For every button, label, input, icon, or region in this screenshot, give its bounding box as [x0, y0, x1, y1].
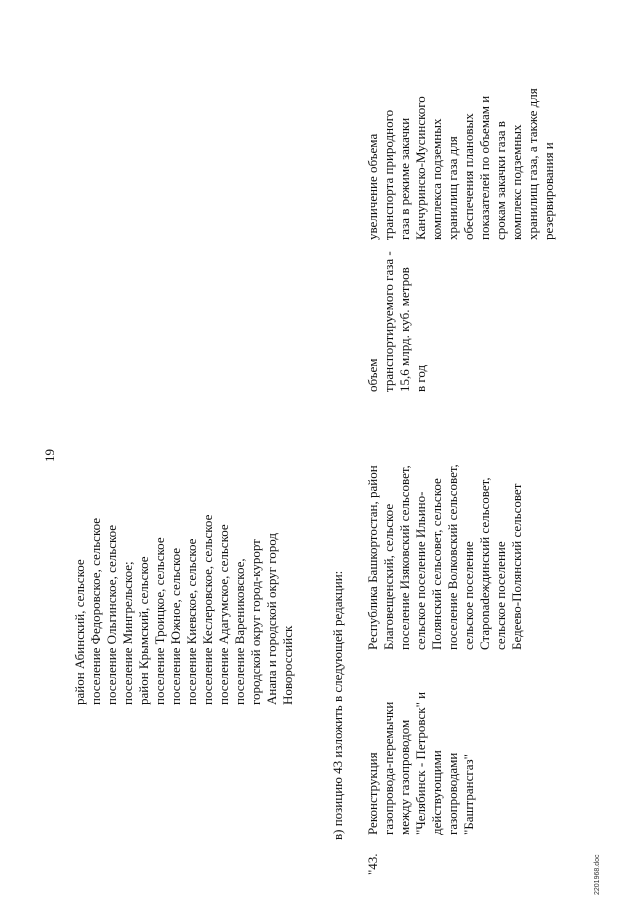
district-line: поселение Мингрельское;	[120, 561, 135, 705]
purpose-description-top	[365, 88, 557, 240]
location-line: Полянский сельсовет, сельское	[429, 478, 444, 650]
footer-file-code	[594, 855, 602, 895]
row-43-location	[365, 464, 525, 650]
footer-code-text: 2201968.doc	[594, 854, 601, 895]
page-number	[42, 449, 58, 462]
purpose-line: срокам закачки газа в	[493, 121, 508, 240]
parameter-line: в год	[413, 364, 428, 392]
amendment-instruction	[330, 571, 346, 840]
district-line: поселение Кеслеровское, сельское	[200, 514, 215, 705]
row-number-text: "43.	[365, 853, 380, 875]
location-line: сельское поселение Ильино-	[413, 491, 428, 650]
object-name-line: "Челябинск - Петровск" и	[413, 691, 428, 835]
location-line: Бедеево-Полянский сельсовет	[509, 483, 524, 650]
district-line: поселение Киевское, сельское	[184, 538, 199, 705]
object-name-line: газопровода-перемычки	[381, 701, 396, 835]
object-name-line: газопроводами	[445, 752, 460, 835]
object-name-line: "Баштрансгаз"	[461, 754, 476, 835]
object-name-line: Реконструкция	[365, 752, 380, 835]
purpose-line: резервирования и	[541, 142, 556, 240]
parameter-line: 15,6 млрд. куб. метров	[397, 267, 412, 392]
district-line: поселение Адагумское, сельское	[216, 524, 231, 705]
district-line: городской округ город-курорт	[248, 539, 263, 705]
district-line: поселение Троицкое, сельское	[152, 537, 167, 705]
purpose-line: транспорта природного	[381, 109, 396, 240]
district-line: район Крымский, сельское	[136, 556, 151, 705]
location-line: Республика Башкортостан, район	[365, 465, 380, 650]
row-43-object-name	[365, 692, 477, 835]
purpose-line: комплекс подземных	[509, 124, 524, 240]
location-line: сельское поселение	[461, 541, 476, 650]
districts-list-top	[72, 515, 296, 705]
instruction-text: в) позицию 43 изложить в следующей редакции:	[330, 570, 345, 840]
parameter-line: объем	[365, 358, 380, 392]
purpose-line: хранилищ газа, а также для	[525, 88, 540, 240]
purpose-line: увеличение объема	[365, 133, 380, 240]
row-43-number	[365, 853, 381, 875]
district-line: поселение Федоровское, сельское	[88, 517, 103, 705]
purpose-line: обеспечения плановых	[461, 113, 476, 240]
purpose-line: хранилищ газа для	[445, 136, 460, 240]
location-line: Благовещенский, сельское	[381, 503, 396, 650]
district-line: Анапа и городской округ город	[264, 533, 279, 705]
purpose-line: Канчуринско-Мусинского	[413, 96, 428, 240]
object-name-line: действующими	[429, 750, 444, 835]
object-name-line: между газопроводом	[397, 719, 412, 835]
purpose-line: комплекса подземных	[429, 118, 444, 240]
purpose-line: показателей по объемам и	[477, 95, 492, 240]
location-line: Староnadеждинский сельсовет,	[477, 477, 492, 650]
row-43-parameters	[365, 251, 429, 392]
district-line: поселение Ольгинское, сельское	[104, 524, 119, 705]
district-line: поселение Варениковское,	[232, 558, 247, 705]
location-line: сельское поселение	[493, 541, 508, 650]
purpose-line: газа в режиме закачки	[397, 117, 412, 240]
location-line: поселение Изяковский сельсовет,	[397, 465, 412, 650]
page-number-text: 19	[42, 449, 57, 462]
district-line: Новороссийск	[280, 625, 295, 705]
district-line: поселение Южное, сельское	[168, 547, 183, 705]
parameter-line: транспортируемого газа -	[381, 251, 396, 392]
location-line: поселение Волковский сельсовет,	[445, 464, 460, 650]
district-line: район Абинский, сельское	[72, 559, 87, 705]
